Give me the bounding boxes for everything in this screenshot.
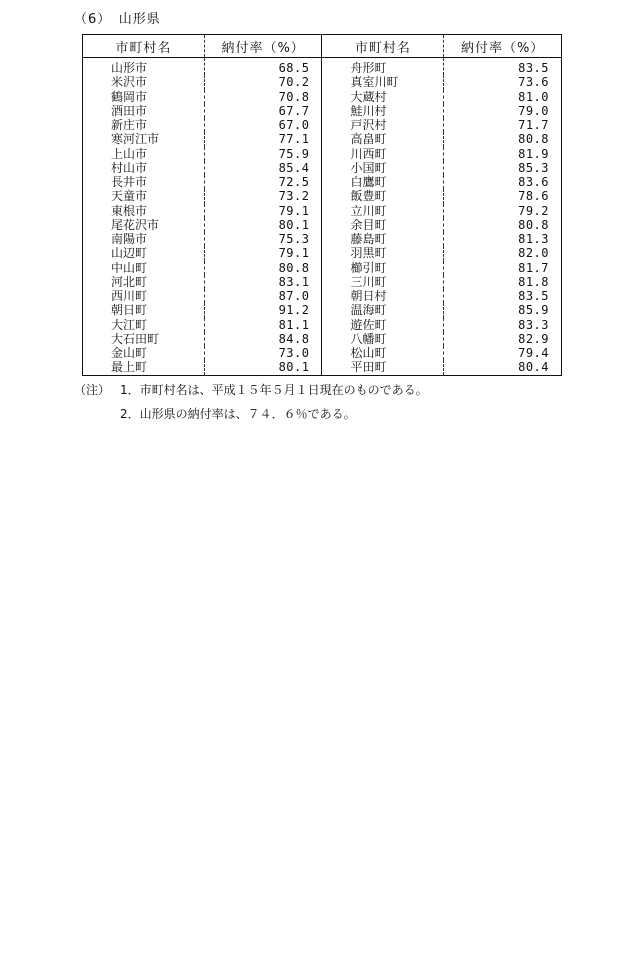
municipality-name: 大江町 [111, 317, 148, 332]
municipality-name: 上山市 [111, 146, 148, 161]
municipality-name: 白鷹町 [322, 175, 444, 189]
payment-rate: 91.2 [204, 303, 322, 317]
payment-rate: 73.6 [444, 75, 562, 89]
payment-rate: 85.9 [444, 303, 562, 317]
note-line-1 [74, 378, 428, 402]
payment-rate: 80.1 [204, 218, 322, 232]
payment-rate: 75.3 [204, 232, 322, 246]
municipality-name: 村山市 [111, 160, 148, 175]
municipality-name: 最上町 [111, 360, 148, 375]
municipality-name: 舟形町 [322, 58, 444, 76]
municipality-name: 立川町 [322, 204, 444, 218]
municipality-name: 鮭川村 [322, 104, 444, 118]
payment-rate: 81.0 [444, 90, 562, 104]
payment-rate: 67.0 [204, 118, 322, 132]
note-text-2: 2．山形県の納付率は、７４．６％である。 [120, 407, 356, 421]
right-name-header: 市町村名 [322, 35, 444, 58]
payment-rate: 72.5 [204, 175, 322, 189]
municipality-name: 西川町 [111, 289, 148, 304]
table-row [83, 275, 562, 289]
right-rate-header: 納付率（%） [444, 35, 562, 58]
payment-rate: 70.8 [204, 90, 322, 104]
municipality-name: 八幡町 [322, 332, 444, 346]
payment-rate: 84.8 [204, 332, 322, 346]
note-label: （注） [74, 383, 111, 397]
payment-rate: 81.8 [444, 275, 562, 289]
payment-rate: 81.1 [204, 318, 322, 332]
payment-rate: 68.5 [204, 58, 322, 76]
payment-rate: 81.3 [444, 232, 562, 246]
payment-rate: 77.1 [204, 132, 322, 146]
municipality-name: 羽黒町 [322, 246, 444, 260]
payment-rate: 73.2 [204, 189, 322, 203]
payment-rate: 79.1 [204, 204, 322, 218]
payment-rate: 81.7 [444, 261, 562, 275]
municipality-name: 藤島町 [322, 232, 444, 246]
municipality-name: 戸沢村 [322, 118, 444, 132]
left-name-header: 市町村名 [83, 35, 205, 58]
municipality-name: 河北町 [111, 274, 148, 289]
note-text-1: 1．市町村名は、平成１５年５月１日現在のものである。 [120, 383, 428, 397]
table-row [83, 346, 562, 360]
table-body [83, 58, 562, 376]
municipality-name: 尾花沢市 [111, 217, 160, 232]
municipality-name: 遊佐町 [322, 318, 444, 332]
payment-rate: 73.0 [204, 346, 322, 360]
municipality-name: 朝日村 [322, 289, 444, 303]
municipality-name: 金山町 [111, 346, 148, 361]
municipality-name: 櫛引町 [322, 261, 444, 275]
payment-rate-table [82, 34, 562, 376]
payment-rate: 82.0 [444, 246, 562, 260]
table-row [83, 246, 562, 260]
municipality-name: 米沢市 [111, 75, 148, 90]
table-header-row [83, 35, 562, 58]
section-title: （6） 山形県 [74, 12, 161, 27]
municipality-name: 中山町 [111, 260, 148, 275]
municipality-name: 酒田市 [111, 103, 148, 118]
table-row [83, 104, 562, 118]
table-row [83, 175, 562, 189]
table-row [83, 232, 562, 246]
municipality-name: 川西町 [322, 147, 444, 161]
payment-rate: 79.2 [444, 204, 562, 218]
municipality-name: 新庄市 [111, 118, 148, 133]
municipality-name: 山形市 [111, 61, 148, 76]
table-row [83, 218, 562, 232]
payment-rate: 71.7 [444, 118, 562, 132]
note-line-2 [74, 402, 428, 426]
municipality-name: 三川町 [322, 275, 444, 289]
table-row [83, 161, 562, 175]
table-row [83, 303, 562, 317]
table-row [83, 289, 562, 303]
payment-rate: 83.6 [444, 175, 562, 189]
table-row [83, 189, 562, 203]
municipality-name: 南陽市 [111, 232, 148, 247]
municipality-name: 小国町 [322, 161, 444, 175]
municipality-name: 平田町 [322, 360, 444, 375]
municipality-name: 余目町 [322, 218, 444, 232]
municipality-name: 松山町 [322, 346, 444, 360]
payment-rate: 81.9 [444, 147, 562, 161]
table-row [83, 147, 562, 161]
municipality-name: 鶴岡市 [111, 89, 148, 104]
payment-rate: 82.9 [444, 332, 562, 346]
payment-rate: 80.8 [444, 132, 562, 146]
payment-rate: 75.9 [204, 147, 322, 161]
table-row [83, 261, 562, 275]
table-row [83, 132, 562, 146]
left-rate-header: 納付率（%） [204, 35, 322, 58]
municipality-name: 東根市 [111, 203, 148, 218]
municipality-name: 寒河江市 [111, 132, 160, 147]
municipality-name: 長井市 [111, 175, 148, 190]
table-row [83, 318, 562, 332]
municipality-name: 大石田町 [111, 331, 160, 346]
municipality-name: 飯豊町 [322, 189, 444, 203]
payment-rate: 87.0 [204, 289, 322, 303]
table-row [83, 204, 562, 218]
table-row [83, 360, 562, 375]
municipality-name: 朝日町 [111, 303, 148, 318]
municipality-name: 高畠町 [322, 132, 444, 146]
municipality-name: 温海町 [322, 303, 444, 317]
municipality-name: 真室川町 [322, 75, 444, 89]
municipality-name: 大蔵村 [322, 90, 444, 104]
table-row [83, 75, 562, 89]
payment-rate: 79.1 [204, 246, 322, 260]
notes [74, 378, 428, 426]
municipality-name: 山辺町 [111, 246, 148, 261]
table-row [83, 332, 562, 346]
table-row [83, 90, 562, 104]
payment-rate: 80.1 [204, 360, 322, 375]
payment-rate: 70.2 [204, 75, 322, 89]
payment-rate: 79.4 [444, 346, 562, 360]
payment-rate: 67.7 [204, 104, 322, 118]
payment-rate: 85.3 [444, 161, 562, 175]
payment-rate: 80.8 [444, 218, 562, 232]
payment-rate: 83.5 [444, 289, 562, 303]
payment-rate: 83.5 [444, 58, 562, 76]
municipality-name: 天童市 [111, 189, 148, 204]
payment-rate: 85.4 [204, 161, 322, 175]
payment-rate: 79.0 [444, 104, 562, 118]
payment-rate: 80.4 [444, 360, 562, 375]
payment-rate: 78.6 [444, 189, 562, 203]
table-row [83, 58, 562, 76]
payment-rate: 80.8 [204, 261, 322, 275]
payment-rate: 83.3 [444, 318, 562, 332]
payment-rate: 83.1 [204, 275, 322, 289]
table-row [83, 118, 562, 132]
